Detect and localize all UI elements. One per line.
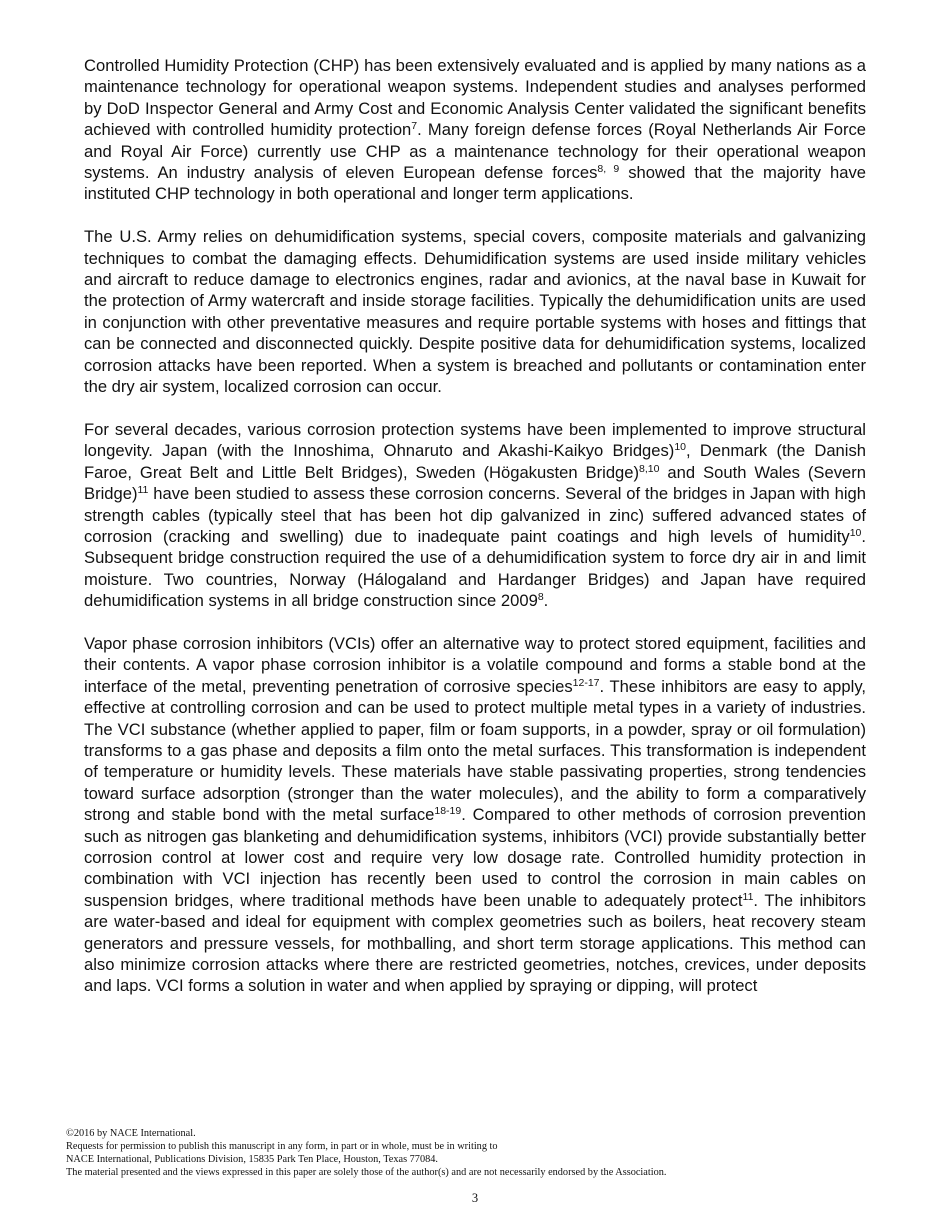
paragraph-text: .: [543, 591, 549, 611]
citation-superscript: 10: [674, 441, 687, 454]
paragraph-text: have been studied to assess these corrosion concerns. Several of the bridges in Japan with high strength cables (typically steel that has been hot dip galvanized in zinc) suffered advanced states of corrosion (cracking and swelling) due to inadequate paint coatings and high levels of humidity: [84, 484, 866, 546]
paragraph-text: For several decades, various corrosion protection systems have been implemented to improve structural longevity. Japan (with the Innoshima, Ohnaruto and Akashi-Kaikyo Bridges): [84, 419, 866, 461]
paragraph-text: and South Wales (Severn Bridge): [84, 462, 866, 504]
footer-disclaimer: The material presented and the views expressed in this paper are solely those of the author(s) and are not necessarily endorsed by the Association.: [66, 1167, 667, 1178]
paragraph-text: The U.S. Army relies on dehumidification systems, special covers, composite materials and galvanizing techniques to combat the damaging effects. Dehumidification systems are used inside military vehicles and aircraft to reduce damage to electronics engines, radar and avionics, at the naval base in Kuwait for the protection of Army watercraft and inside storage facilities. Typically the dehumidification units are used in conjunction with other preventative measures and require portable systems with hoses and fittings that can be connected and disconnected quickly. Despite positive data for dehumidification systems, localized corrosion attacks have been reported. When a system is breached and pollutants or contamination enter the dry air system, localized corrosion can occur.: [84, 227, 866, 397]
footer-address: NACE International, Publications Division, 15835 Park Ten Place, Houston, Texas 77084.: [66, 1154, 438, 1165]
citation-superscript: 10: [849, 526, 862, 539]
footer-copyright: ©2016 by NACE International.: [66, 1128, 196, 1139]
paragraph-text: . These inhibitors are easy to apply, effective at controlling corrosion and can be used to protect multiple metal types in a variety of industries. The VCI substance (whether applied to paper, film or foam supports, in a powder, spray or oil formulation) transforms to a gas phase and deposits a film onto the metal surfaces. This transformation is independent of temperature or humidity levels. These materials have stable passivating properties, strong tendencies toward surface adsorption (stronger than the water molecules), and the ability to form a comparatively strong and stable bond with the metal surface: [84, 676, 867, 825]
citation-superscript: 8: [537, 591, 544, 604]
citation-superscript: 18-19: [434, 805, 462, 818]
paragraph-text: . Many foreign defense forces (Royal Netherlands Air Force and Royal Air Force) currently use CHP as a maintenance technology for their operational weapon systems. An industry analysis of eleven European defense forces: [84, 120, 866, 183]
paragraph-text: Vapor phase corrosion inhibitors (VCIs) offer an alternative way to protect stored equipment, facilities and their contents. A vapor phase corrosion inhibitor is a volatile compound and forms a stable bond at the interface of the metal, preventing penetration of corrosive species: [84, 633, 866, 696]
paragraph-us-army-dehumidification: [84, 226, 866, 397]
paragraph-text: . Compared to other methods of corrosion prevention such as nitrogen gas blanketing and dehumidification systems, inhibitors (VCI) provide substantially better corrosion control at lower cost and require very low dosage rate. Controlled humidity protection in combination with VCI injection has recently been used to control the corrosion in main cables on suspension bridges, where traditional methods have been unable to adequately protect: [84, 805, 866, 910]
paragraph-text: . The inhibitors are water-based and ideal for equipment with complex geometries such as boilers, heat recovery steam generators and pressure vessels, for mothballing, and short term storage applications. This method can also minimize corrosion attacks where there are restricted geometries, notches, crevices, under deposits and laps. VCI forms a solution in water and when applied by spraying or dipping, will protect: [84, 890, 866, 996]
paragraph-vapor-phase-inhibitors: [84, 633, 866, 997]
citation-superscript: 8, 9: [597, 163, 620, 176]
citation-superscript: 11: [742, 890, 754, 903]
citation-superscript: 12-17: [572, 676, 600, 689]
citation-superscript: 11: [137, 484, 149, 497]
paragraph-text: , Denmark (the Danish Faroe, Great Belt and Little Belt Bridges), Sweden (Högakusten Bridge): [84, 441, 866, 482]
page-number: 3: [471, 1191, 479, 1205]
citation-superscript: 8,10: [639, 462, 660, 475]
paragraph-text: Controlled Humidity Protection (CHP) has been extensively evaluated and is applied by many nations as a maintenance technology for operational weapon systems. Independent studies and analyses performed by DoD Inspector General and Army Cost and Economic Analysis Center validated the significant benefits achieved with controlled humidity protection: [84, 56, 866, 140]
paragraph-chp-evaluation: [84, 55, 866, 205]
footer-permission: Requests for permission to publish this manuscript in any form, in part or in whole, must be in writing to: [66, 1141, 498, 1152]
page-footer: [66, 1127, 886, 1179]
citation-superscript: 7: [411, 120, 418, 133]
paragraph-text: . Subsequent bridge construction required the use of a dehumidification system to force dry air in and limit moisture. Two countries, Norway (Hálogaland and Hardanger Bridges) and Japan have required dehumidification systems in all bridge construction since 2009: [84, 526, 866, 611]
paragraph-bridge-corrosion: [84, 419, 866, 612]
paragraph-text: showed that the majority have instituted CHP technology in both operational and longer term applications.: [84, 163, 867, 204]
body-text: [84, 55, 866, 997]
